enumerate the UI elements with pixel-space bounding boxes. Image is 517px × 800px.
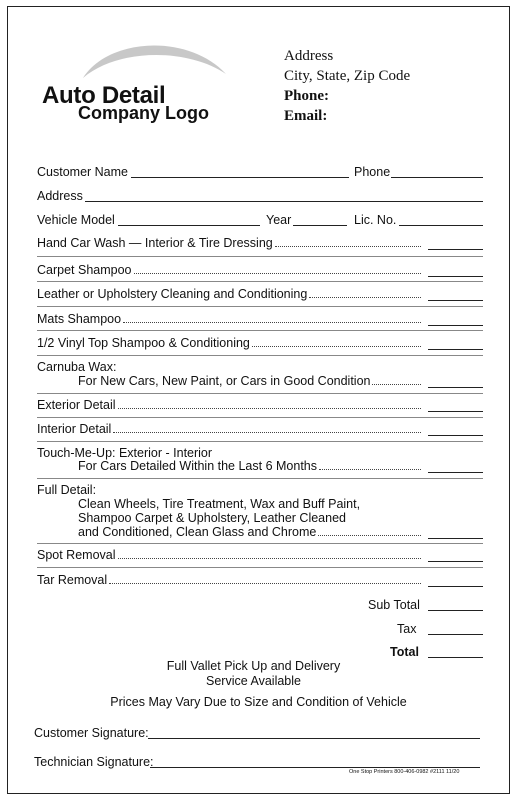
- service-carnuba-title: Carnuba Wax:: [37, 360, 117, 374]
- separator: [37, 393, 483, 394]
- leader-dots: [123, 322, 421, 323]
- logo-subtitle: Company Logo: [78, 103, 209, 123]
- technician-signature-label: Technician Signature:: [34, 755, 154, 769]
- price-field[interactable]: [428, 276, 483, 277]
- contact-block: [284, 46, 410, 126]
- separator: [37, 355, 483, 356]
- service-label: Carpet Shampoo: [37, 263, 132, 277]
- leader-dots: [319, 469, 421, 470]
- service-leather: [37, 287, 421, 301]
- service-label: Interior Detail: [37, 422, 112, 436]
- customer-name-label: Customer Name: [37, 165, 128, 179]
- total-field[interactable]: [428, 657, 483, 658]
- phone-field[interactable]: [391, 177, 483, 178]
- service-label: Hand Car Wash — Interior & Tire Dressing: [37, 236, 273, 250]
- service-label: Spot Removal: [37, 548, 116, 562]
- leader-dots: [309, 297, 421, 298]
- price-field[interactable]: [428, 349, 483, 350]
- service-carnuba: [78, 374, 421, 388]
- service-label: Leather or Upholstery Cleaning and Conditioning: [37, 287, 308, 301]
- leader-dots: [118, 408, 422, 409]
- tax-label: Tax: [397, 622, 417, 636]
- sub-total-label: Sub Total: [368, 598, 420, 612]
- tax-field[interactable]: [428, 634, 483, 635]
- service-tar: [37, 573, 421, 587]
- service-spot: [37, 548, 421, 562]
- leader-dots: [118, 558, 421, 559]
- service-hand-wash: [37, 236, 421, 250]
- separator: [37, 330, 483, 331]
- address-field[interactable]: [85, 201, 483, 202]
- prices-note: Prices May Vary Due to Size and Condition of Vehicle: [110, 695, 407, 709]
- total-label: Total: [390, 645, 419, 659]
- separator: [37, 256, 483, 257]
- service-carpet: [37, 263, 421, 277]
- separator: [37, 543, 483, 544]
- price-field[interactable]: [428, 538, 483, 539]
- leader-dots: [109, 583, 421, 584]
- year-label: Year: [266, 213, 292, 227]
- lic-no-field[interactable]: [399, 225, 483, 226]
- email-text: Email:: [284, 108, 328, 124]
- lic-no-label: Lic. No.: [354, 213, 397, 227]
- vehicle-model-field[interactable]: [118, 225, 260, 226]
- service-label: For New Cars, New Paint, or Cars in Good Condition: [78, 374, 371, 388]
- service-label: Mats Shampoo: [37, 312, 122, 326]
- price-field[interactable]: [428, 325, 483, 326]
- separator: [37, 281, 483, 282]
- swoosh-icon: [78, 38, 228, 88]
- separator: [37, 441, 483, 442]
- price-field[interactable]: [428, 472, 483, 473]
- separator: [37, 478, 483, 479]
- pickup-line2: Service Available: [206, 674, 301, 688]
- service-vinyl: [37, 336, 421, 350]
- year-field[interactable]: [293, 225, 347, 226]
- service-interior: [37, 422, 421, 436]
- address-text: Address: [284, 48, 334, 64]
- customer-name-field[interactable]: [131, 177, 349, 178]
- price-field[interactable]: [428, 387, 483, 388]
- leader-dots: [134, 273, 421, 274]
- separator: [37, 306, 483, 307]
- service-label: and Conditioned, Clean Glass and Chrome: [78, 525, 317, 539]
- service-full-line2: Shampoo Carpet & Upholstery, Leather Cleaned: [78, 511, 346, 525]
- phone-text: Phone:: [284, 88, 329, 104]
- address-label: Address: [37, 189, 83, 203]
- vehicle-model-label: Vehicle Model: [37, 213, 115, 227]
- separator: [37, 417, 483, 418]
- sub-total-field[interactable]: [428, 610, 483, 611]
- service-mats: [37, 312, 421, 326]
- price-field[interactable]: [428, 249, 483, 250]
- printer-credit: One Stop Printers 800-406-0982 #2111 11/20: [349, 769, 460, 775]
- service-label: Exterior Detail: [37, 398, 116, 412]
- leader-dots: [372, 384, 421, 385]
- service-label: For Cars Detailed Within the Last 6 Months: [78, 459, 317, 473]
- price-field[interactable]: [428, 411, 483, 412]
- separator: [37, 567, 483, 568]
- customer-signature-field[interactable]: [148, 738, 480, 739]
- service-full: [78, 525, 421, 539]
- price-field[interactable]: [428, 300, 483, 301]
- service-full-line1: Clean Wheels, Tire Treatment, Wax and Buff Paint,: [78, 497, 361, 511]
- leader-dots: [252, 346, 421, 347]
- city-text: City, State, Zip Code: [284, 68, 411, 84]
- service-touch: [78, 459, 421, 473]
- leader-dots: [318, 535, 421, 536]
- price-field[interactable]: [428, 435, 483, 436]
- pickup-line1: Full Vallet Pick Up and Delivery: [166, 659, 341, 673]
- leader-dots: [113, 432, 421, 433]
- logo-title: Auto Detail: [42, 82, 166, 109]
- company-logo: [38, 38, 238, 128]
- service-touch-title: Touch-Me-Up: Exterior - Interior: [37, 446, 213, 460]
- leader-dots: [275, 246, 421, 247]
- service-exterior: [37, 398, 421, 412]
- price-field[interactable]: [428, 586, 483, 587]
- phone-label: Phone: [354, 165, 391, 179]
- technician-signature-field[interactable]: [150, 767, 480, 768]
- price-field[interactable]: [428, 561, 483, 562]
- customer-signature-label: Customer Signature:: [34, 726, 149, 740]
- service-full-title: Full Detail:: [37, 483, 97, 497]
- service-label: Tar Removal: [37, 573, 108, 587]
- service-label: 1/2 Vinyl Top Shampoo & Conditioning: [37, 336, 250, 350]
